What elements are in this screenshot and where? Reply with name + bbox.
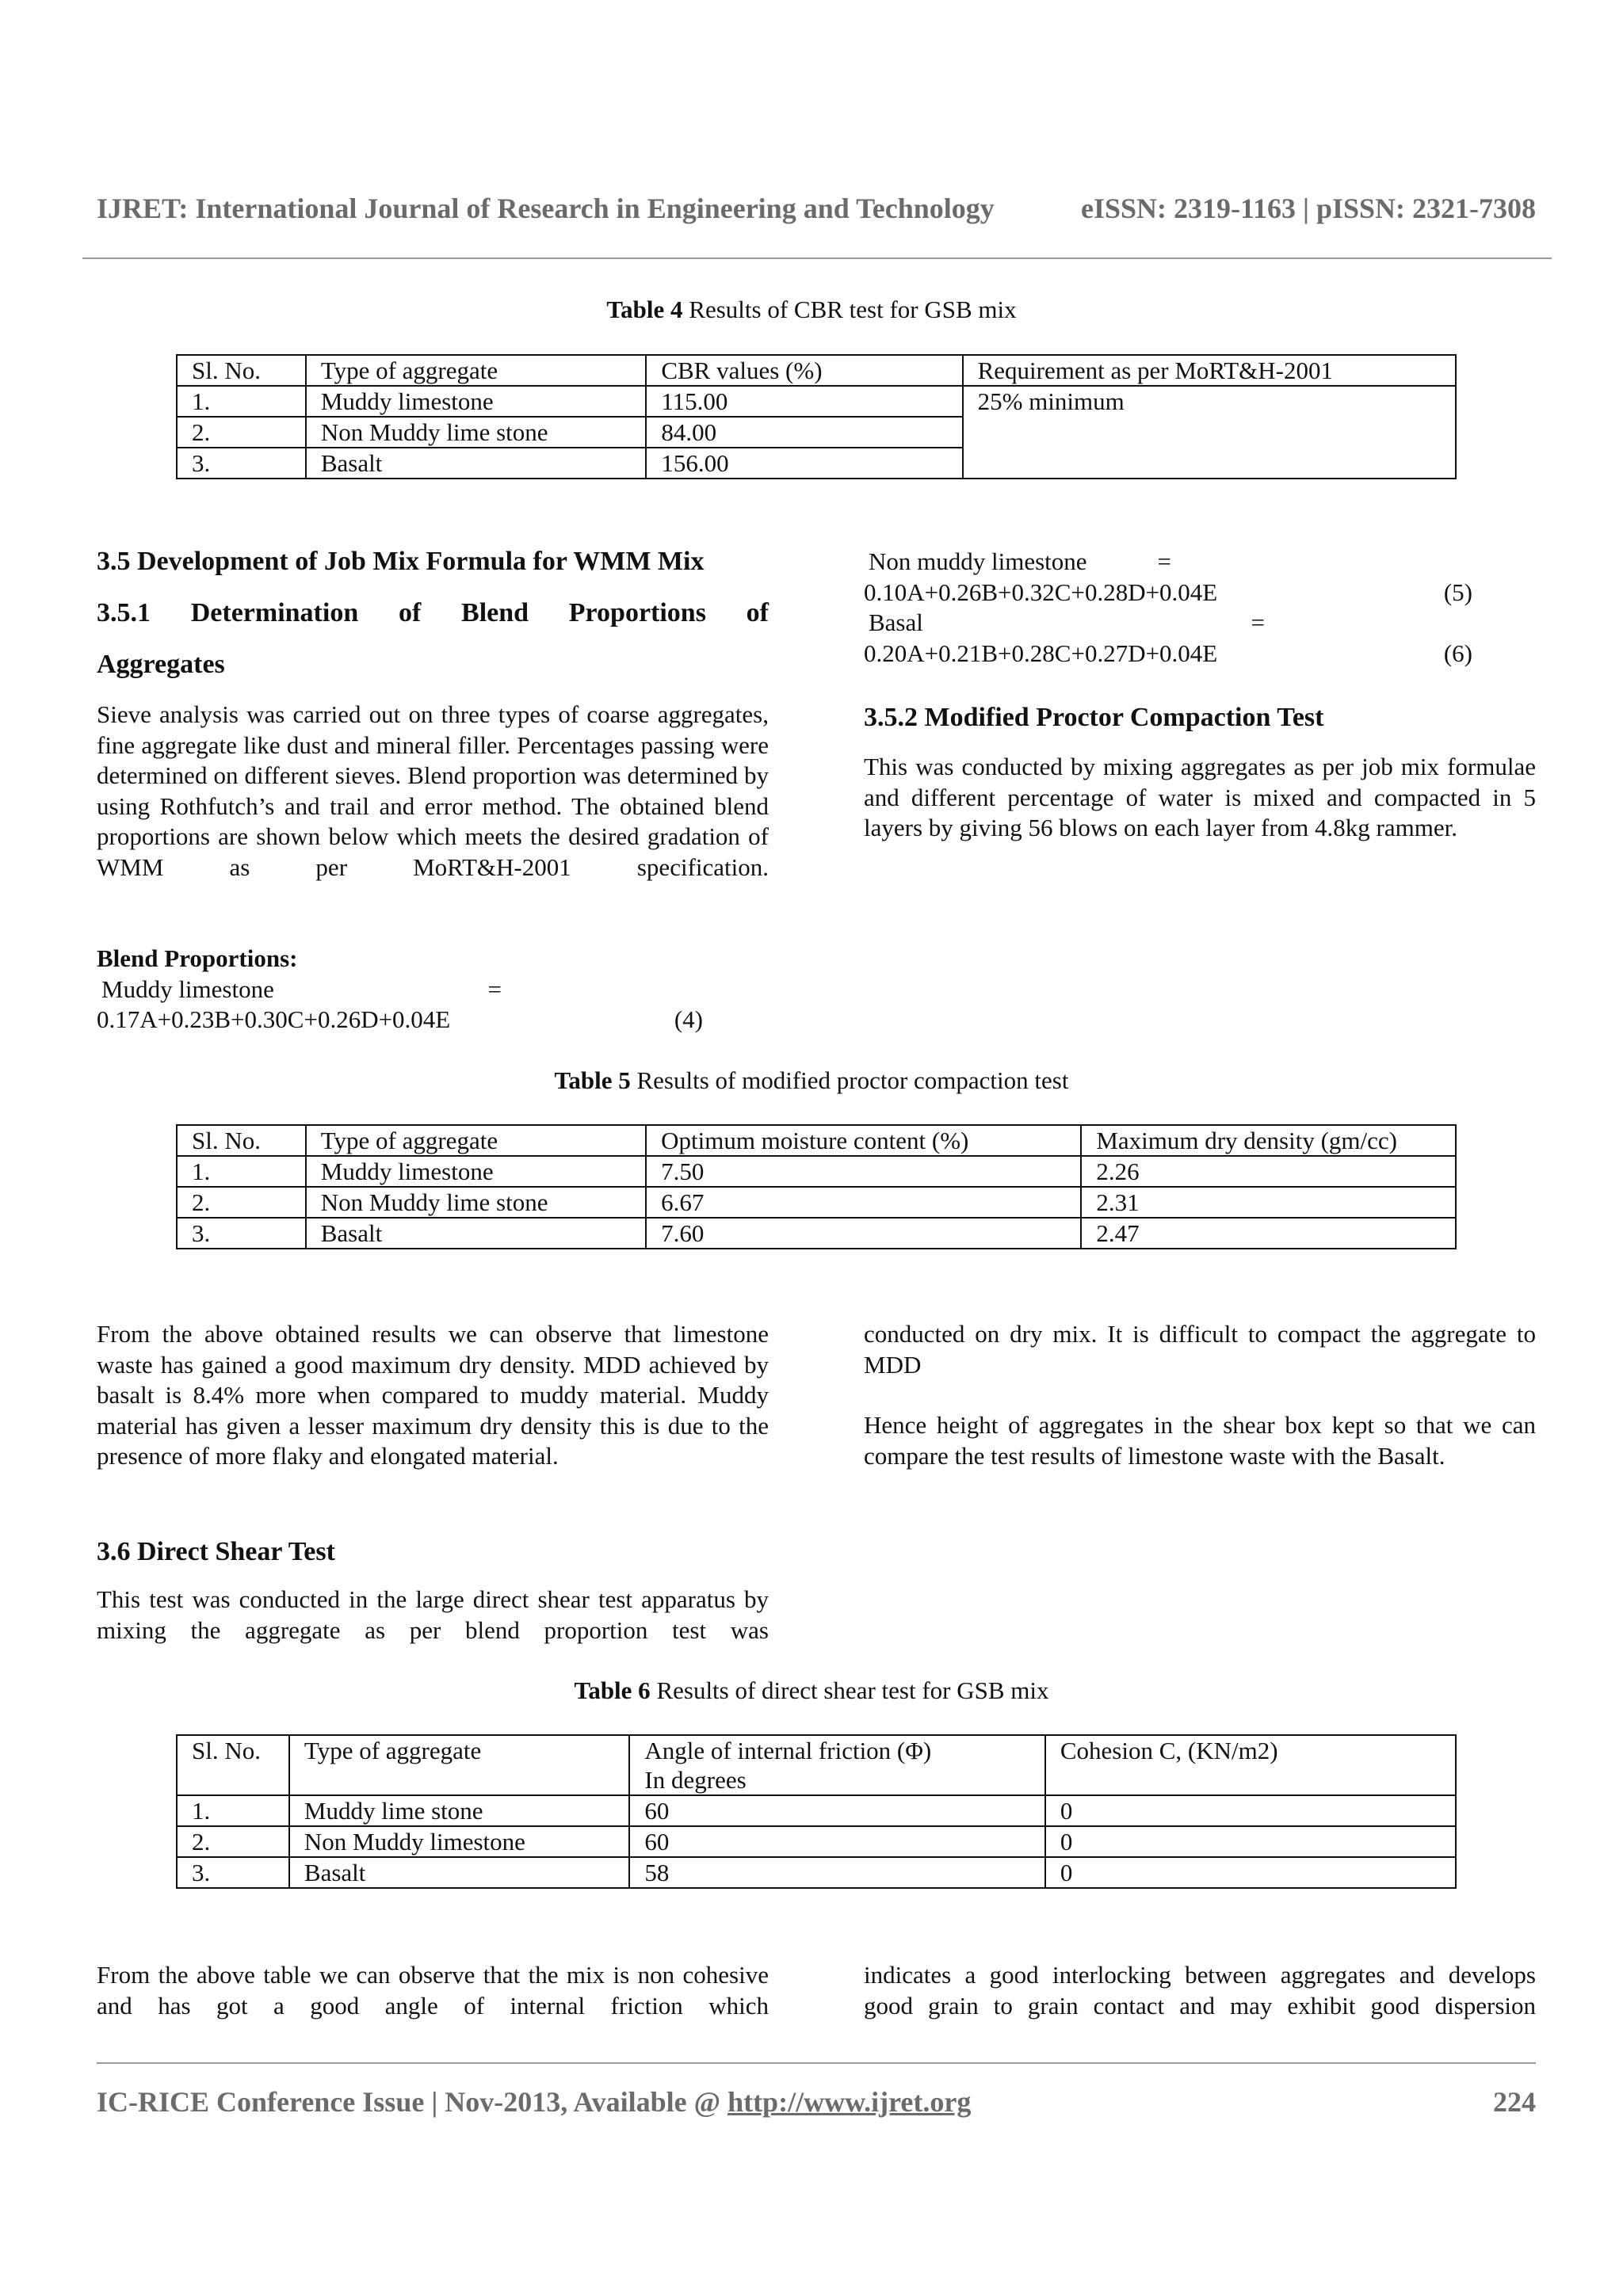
eq6-line2: 0.20A+0.21B+0.28C+0.27D+0.04E (6) [864,639,1472,667]
table-cell: 58 [629,1857,1044,1888]
paragraph-shear-box: Hence height of aggregates in the shear box kept so that we can compare the test results of limestone waste with the Basalt. [864,1411,1536,1470]
header-cell: Optimum moisture content (%) [646,1125,1081,1156]
running-header [97,192,1536,225]
header-cell: Type of aggregate [289,1735,630,1795]
journal-title: IJRET: International Journal of Research in Engineering and Technology [97,193,995,224]
header-cell: Cohesion C, (KN/m2) [1045,1735,1456,1795]
eq6-line1: Basal = [869,608,1265,636]
table-cell: 2. [177,417,306,448]
page-number: 224 [1493,2086,1536,2118]
table-cell: 2.26 [1081,1156,1456,1187]
table-cell: 2.47 [1081,1218,1456,1249]
eq4-line1: Muddy limestone = [101,974,502,1003]
eq5-line2: 0.10A+0.26B+0.32C+0.28D+0.04E (5) [864,578,1472,606]
journal-link[interactable]: http://www.ijret.org [727,2086,972,2118]
blend-proportions [97,944,769,1035]
table-cell: 6.67 [646,1187,1081,1218]
running-footer [97,2085,1536,2119]
section-heading-3-5: 3.5 Development of Job Mix Formula for WMM Mix [97,547,705,576]
header-cell: Angle of internal friction (Φ) In degrees [629,1735,1044,1795]
table-header-row [177,1735,1456,1795]
table-cell: Basalt [289,1857,630,1888]
table-cell: 3. [177,1218,306,1249]
table-header-row [177,355,1456,386]
table-cell: 156.00 [646,448,962,479]
footer-rule [97,2062,1536,2064]
table-cell: 0 [1045,1826,1456,1857]
table5 [176,1124,1457,1249]
table-cell: 3. [177,1857,289,1888]
table-cell: Muddy limestone [306,386,647,417]
table-cell: 0 [1045,1795,1456,1826]
table4-caption: Table 4 Results of CBR test for GSB mix [606,296,1017,323]
eq5-line1: Non muddy limestone = [869,547,1171,575]
header-cell: Sl. No. [177,355,306,386]
paragraph-results: From the above obtained results we can observe that limestone waste has gained a good maximum dry density. MDD achieved by basalt is 8.4% more when compared to muddy material. Muddy material has given a lesser maximum dry density this is due to the presence of more flaky and elongated material. [97,1320,769,1470]
table6 [176,1734,1457,1889]
header-cell: Requirement as per MoRT&H-2001 [963,355,1456,386]
paragraph-table6-observation: From the above table we can observe that the mix is non cohesive and has got a good angle of internal friction which [97,1961,769,2019]
header-cell: Sl. No. [177,1735,289,1795]
paragraph-interlocking: indicates a good interlocking between aggregates and develops good grain to grain contact and may exhibit good dispersion [864,1961,1536,2019]
issn-text: eISSN: 2319-1163 | pISSN: 2321-7308 [1081,193,1536,224]
requirement-cell: 25% minimum [963,386,1456,479]
subsection-heading-3-5-1: 3.5.1 Determination of Blend Proportions of [97,598,769,627]
table-cell: 2.31 [1081,1187,1456,1218]
table-cell: 60 [629,1826,1044,1857]
header-cell: Type of aggregate [306,1125,646,1156]
table-row [177,1218,1456,1249]
section-heading-3-5-2: 3.5.2 Modified Proctor Compaction Test [864,703,1324,732]
blend-equations-right [864,547,1472,669]
table-row [177,1187,1456,1218]
table-cell: Muddy limestone [306,1156,646,1187]
table-cell: Basalt [306,1218,646,1249]
table5-caption: Table 5 Results of modified proctor compaction test [554,1066,1069,1094]
table-header-row [177,1125,1456,1156]
table-row [177,1795,1456,1826]
footer-issue: IC-RICE Conference Issue | Nov-2013, Available @ http://www.ijret.org [97,2086,972,2118]
table-cell: Muddy lime stone [289,1795,630,1826]
table-cell: Non Muddy lime stone [306,1187,646,1218]
table-cell: 2. [177,1187,306,1218]
subsection-heading-3-5-1-cont: Aggregates [97,650,225,679]
paragraph-proctor: This was conducted by mixing aggregates as per job mix formulae and different percentage of water is mixed and compacted in 5 layers by giving 56 blows on each layer from 4.8kg rammer. [864,753,1536,841]
table6-caption: Table 6 Results of direct shear test for GSB mix [574,1676,1049,1704]
table-cell: 1. [177,1156,306,1187]
table-cell: Basalt [306,448,647,479]
paragraph-direct-shear: This test was conducted in the large direct shear test apparatus by mixing the aggregate as per blend proportion test was [97,1585,769,1644]
table-row [177,1826,1456,1857]
table-row [177,386,1456,417]
table-cell: 2. [177,1826,289,1857]
table-cell: 7.50 [646,1156,1081,1187]
paragraph-dry-mix: conducted on dry mix. It is difficult to compact the aggregate to MDD [864,1320,1536,1379]
table-cell: 7.60 [646,1218,1081,1249]
eq4-line2: 0.17A+0.23B+0.30C+0.26D+0.04E (4) [97,1005,703,1033]
header-rule [82,257,1552,259]
header-cell: Maximum dry density (gm/cc) [1081,1125,1456,1156]
table-cell: 1. [177,1795,289,1826]
header-cell: Type of aggregate [306,355,647,386]
header-cell: CBR values (%) [646,355,962,386]
header-cell: Sl. No. [177,1125,306,1156]
paragraph-sieve-analysis: Sieve analysis was carried out on three types of coarse aggregates, fine aggregate like dust and mineral filler. Percentages passing were determined on different sieves. Blend proportion was determined by using Rothfutch’s and trail and error method. The obtained blend proportions are shown below which meets the desired gradation of WMM as per MoRT&H-2001 specification. [97,700,769,881]
table-cell: Non Muddy limestone [289,1826,630,1857]
table4 [176,354,1457,479]
table-row [177,1857,1456,1888]
table-row [177,1156,1456,1187]
table-cell: 84.00 [646,417,962,448]
table-cell: 0 [1045,1857,1456,1888]
table-cell: 3. [177,448,306,479]
table-cell: 1. [177,386,306,417]
table-cell: 60 [629,1795,1044,1826]
table-cell: Non Muddy lime stone [306,417,647,448]
blend-title: Blend Proportions: [97,944,298,972]
section-heading-3-6: 3.6 Direct Shear Test [97,1537,335,1566]
table-cell: 115.00 [646,386,962,417]
